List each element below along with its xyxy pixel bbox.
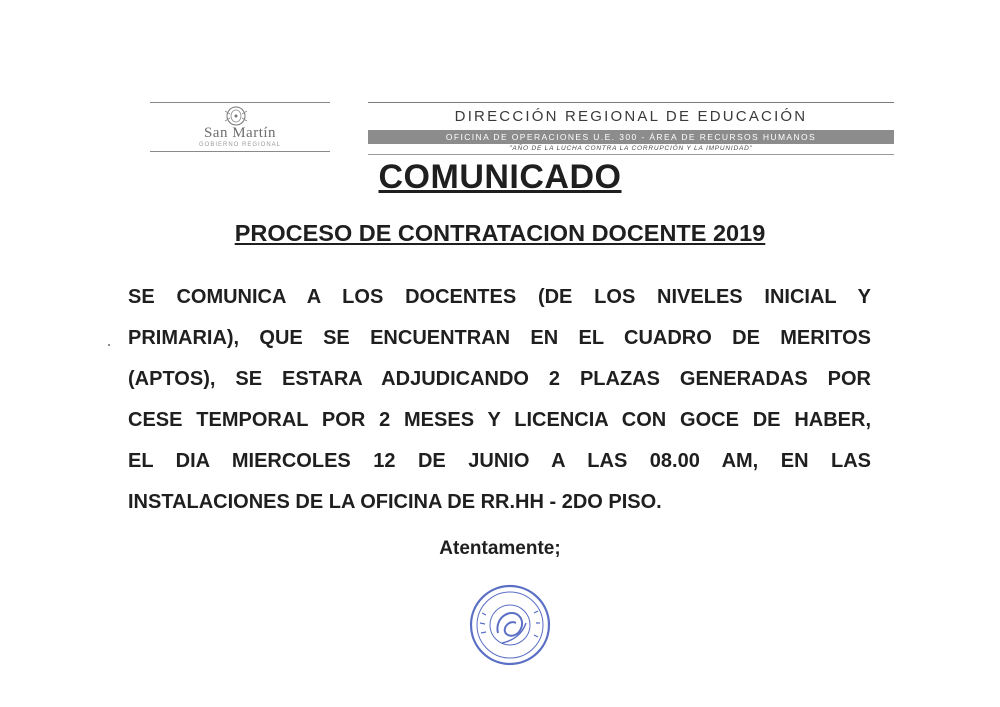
banner-title: DIRECCIÓN REGIONAL DE EDUCACIÓN [454,108,808,125]
institution-banner [368,102,894,154]
announcement-body [128,286,871,532]
logo-subtitle: GOBIERNO REGIONAL [198,142,281,148]
body-line: PRIMARIA), QUE SE ENCUENTRAN EN EL CUADRO DE MERITOS [128,327,871,349]
body-line: SE COMUNICA A LOS DOCENTES (DE LOS NIVELES INICIAL Y [128,286,871,308]
banner-office-bar: OFICINA DE OPERACIONES U.E. 300 - ÁREA DE RECURSOS HUMANOS [368,130,894,144]
document-title: COMUNICADO [378,158,622,196]
banner-bottom-rule [368,154,894,155]
closing-salutation: Atentamente; [439,538,561,559]
banner-motto: "AÑO DE LA LUCHA CONTRA LA CORRUPCIÓN Y LA IMPUNIDAD" [509,145,753,152]
banner-top-rule [368,102,894,103]
logo-name: San Martín [203,125,277,141]
body-line: (APTOS), SE ESTARA ADJUDICANDO 2 PLAZAS GENERADAS POR [128,368,871,390]
regional-emblem-icon [222,105,250,127]
body-line: EL DIA MIERCOLES 12 DE JUNIO A LAS 08.00 AM, EN LAS [128,450,871,472]
document-subtitle: PROCESO DE CONTRATACION DOCENTE 2019 [234,220,766,246]
scan-speck [108,344,110,346]
logo-top-rule [150,102,330,103]
regional-government-logo [150,100,330,155]
body-line: CESE TEMPORAL POR 2 MESES Y LICENCIA CON GOCE DE HABER, [128,409,871,431]
body-line: INSTALACIONES DE LA OFICINA DE RR.HH - 2DO PISO. [128,491,662,513]
official-seal-stamp-icon [468,583,552,667]
logo-bottom-rule [150,151,330,152]
